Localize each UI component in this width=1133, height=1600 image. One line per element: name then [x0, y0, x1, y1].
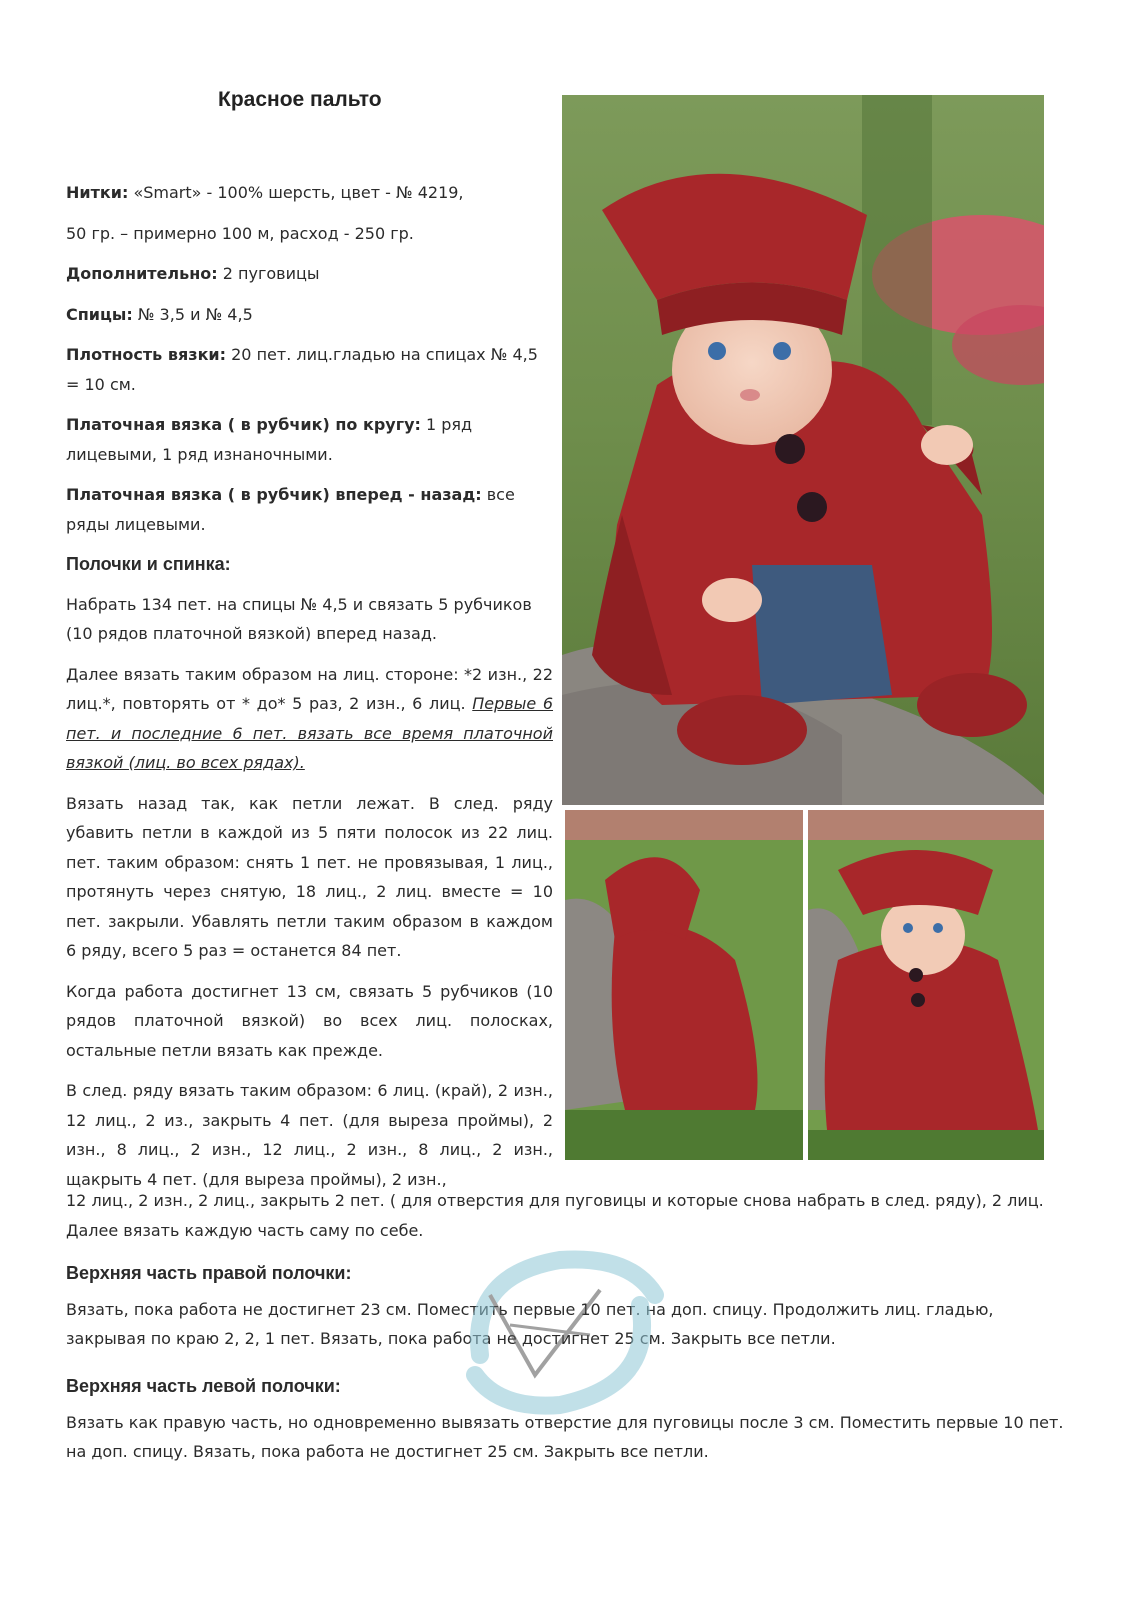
- body-paragraph-4: Когда работа достигнет 13 см, связать 5 рубчиков (10 рядов платочной вязкой) во всех лиц. полосках, остальные петли вязать как прежде.: [66, 981, 553, 1060]
- right-paragraph-1: Вязать, пока работа не достигнет 23 см. Поместить первые 10 пет. на доп. спицу. Продолжить лиц. гладью, закрывая по краю 2, 2, 1 пет. Вязать, пока работа не достигнет 25 см. Закрыть все петли.: [66, 1299, 994, 1348]
- body-paragraph-2-note: Первые 6 пет. и последние 6 пет. вязать все время платочной вязкой (лиц. во всех рядах).: [66, 694, 554, 772]
- needles-line: [66, 300, 553, 330]
- body-paragraph-5b: 12 лиц., 2 изн., 2 лиц., закрыть 2 пет. ( для отверстия для пуговицы и которые снова набрать в след. ряду), 2 лиц. Далее вязать каждую часть саму по себе.: [66, 1191, 1044, 1240]
- gauge-line: [66, 340, 553, 399]
- yarn-line: [66, 178, 553, 208]
- needles-text: № 3,5 и № 4,5: [137, 304, 253, 324]
- body-paragraph-5a: В след. ряду вязать таким образом: 6 лиц. (край), 2 изн., 12 лиц., 2 из., закрыть 4 пет. (для выреза проймы), 2 изн., 8 лиц., 2 изн., 12 лиц., 2 изн., 8 лиц., 2 изн., щакрыть 4 пет. (для выреза проймы), 2 изн.,: [66, 1081, 553, 1189]
- section-heading-left: Верхняя часть левой полочки:: [66, 1376, 341, 1396]
- watermark-logo-icon: [440, 1235, 680, 1425]
- yarn-label: Нитки:: [66, 183, 129, 202]
- main-photo: [562, 95, 1044, 805]
- garter-flat-line: [66, 480, 553, 539]
- back-view-photo: [565, 810, 803, 1160]
- left-paragraph-1: Вязать как правую часть, но одновременно вывязать отверстие для пуговицы после 3 см. Поместить первые 10 пет. на доп. спицу. Вязать, пока работа не достигнет 25 см. Закрыть все петли.: [66, 1412, 1064, 1461]
- section-heading-right: Верхняя часть правой полочки:: [66, 1263, 352, 1283]
- garter-flat-text: все ряды лицевыми.: [66, 485, 515, 534]
- body-paragraph-2: [66, 660, 553, 778]
- garter-round-label: Платочная вязка ( в рубчик) по кругу:: [66, 415, 421, 434]
- garter-round-text: 1 ряд лицевыми, 1 ряд изнаночными.: [66, 415, 473, 464]
- garter-round-line: [66, 410, 553, 469]
- yarn-line-2: 50 гр. – примерно 100 м, расход - 250 гр.: [66, 223, 414, 243]
- front-view-photo: [808, 810, 1044, 1160]
- page-title: Красное пальто: [218, 88, 382, 111]
- body-paragraph-3: Вязать назад так, как петли лежат. В след. ряду убавить петли в каждой из 5 пяти полосок из 22 лиц. пет. таким образом: снять 1 пет. не провязывая, 1 лиц., протянуть через снятую, 18 лиц., 2 лиц. вместе = 10 пет. закрыли. Убавлять петли таким образом в каждом 6 ряду, всего 5 раз = останется 84 пет.: [66, 793, 553, 960]
- body-paragraph-2-text: Далее вязать таким образом на лиц. стороне: *2 изн., 22 лиц.*, повторять от * до* 5 раз, 2 изн., 6 лиц.: [66, 664, 553, 713]
- extra-text: 2 пуговицы: [222, 264, 320, 283]
- extra-line: [66, 259, 553, 289]
- needles-label: Спицы:: [66, 304, 133, 324]
- body-paragraph-1: Набрать 134 пет. на спицы № 4,5 и связать 5 рубчиков (10 рядов платочной вязкой) вперед назад.: [66, 594, 532, 643]
- left-text-column: [66, 178, 553, 1194]
- yarn-text: «Smart» - 100% шерсть, цвет - № 4219,: [133, 183, 464, 202]
- section-heading-body: Полочки и спинка:: [66, 554, 231, 574]
- gauge-label: Плотность вязки:: [66, 345, 227, 364]
- garter-flat-label: Платочная вязка ( в рубчик) вперед - назад:: [66, 485, 482, 504]
- extra-label: Дополнительно:: [66, 264, 218, 283]
- gauge-text: 20 пет. лиц.гладью на спицах № 4,5 = 10 см.: [66, 345, 538, 394]
